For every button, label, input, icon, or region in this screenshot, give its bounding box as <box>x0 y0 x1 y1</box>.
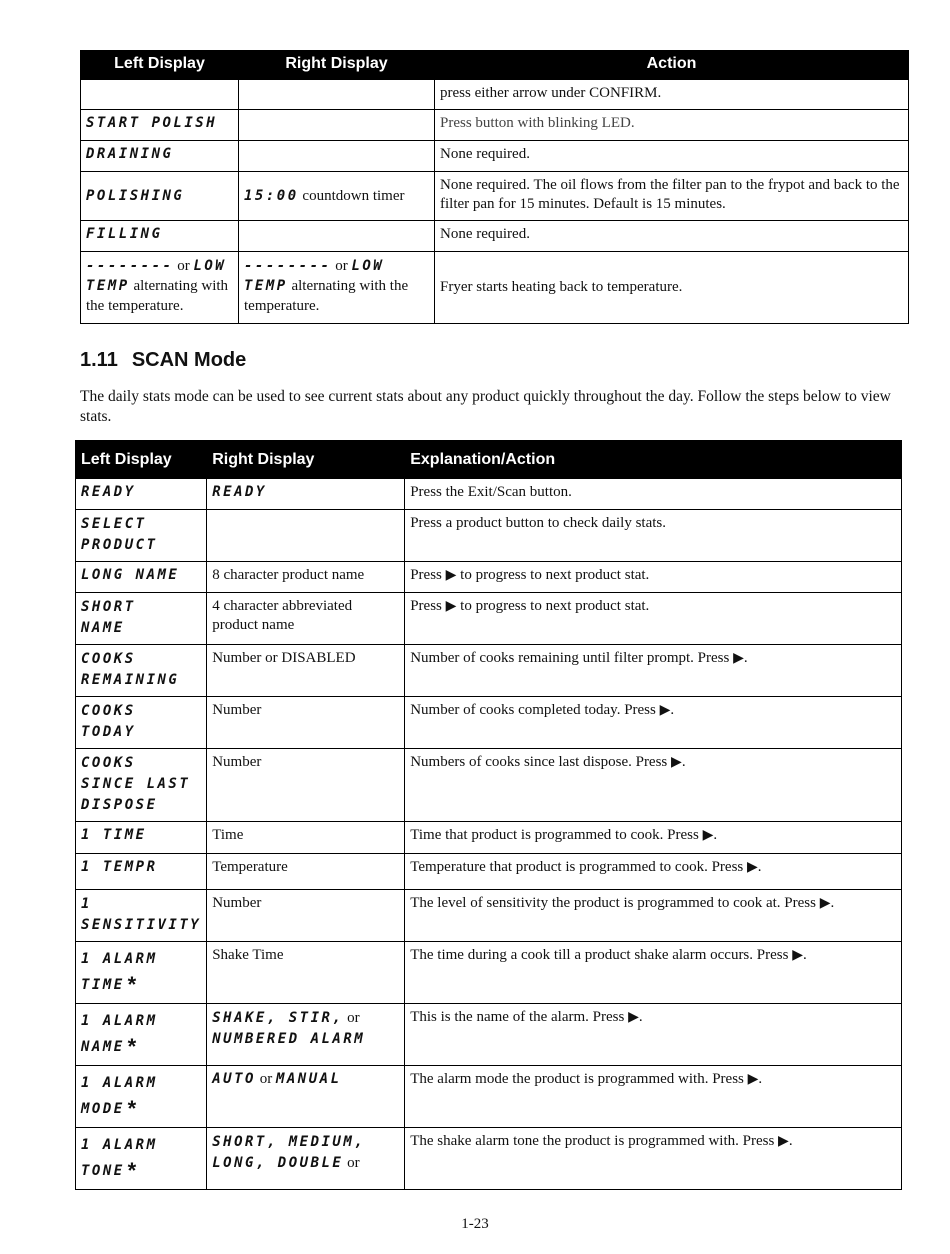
right-arrow-icon: ▶ <box>702 827 714 843</box>
action-text: . <box>713 827 718 843</box>
action-cell: None required. <box>435 141 909 172</box>
right-display-cell <box>239 141 435 172</box>
right-arrow-icon: ▶ <box>733 650 744 666</box>
action-cell: Fryer starts heating back to temperature. <box>435 252 909 324</box>
left-display-cell: DRAINING <box>81 141 239 172</box>
action-cell <box>405 697 902 749</box>
left-display-cell: POLISHING <box>81 172 239 221</box>
action-cell <box>405 749 902 822</box>
action-cell: Press the Exit/Scan button. <box>405 479 902 510</box>
display-line: SENSITIVITY <box>81 917 202 933</box>
column-header: Left Display <box>81 51 239 80</box>
table-row <box>76 822 902 854</box>
or-text: or <box>177 258 190 274</box>
right-display-cell <box>239 221 435 252</box>
left-display-cell <box>76 749 207 822</box>
action-cell: None required. <box>435 221 909 252</box>
left-display-cell <box>76 1066 207 1128</box>
action-cell <box>405 562 902 593</box>
action-text: Number of cooks completed today. Press <box>410 702 656 718</box>
action-text: . <box>757 859 762 875</box>
right-arrow-icon: ▶ <box>792 947 803 963</box>
action-text: The level of sensitivity the product is programmed to cook at. Press <box>410 895 816 911</box>
left-display-cell <box>76 510 207 562</box>
action-text: . <box>670 702 675 718</box>
action-text: . <box>681 754 686 770</box>
right-display-cell <box>239 252 435 324</box>
right-arrow-icon: ▶ <box>445 598 457 614</box>
left-display-cell <box>81 252 239 324</box>
display-line: 1 ALARM <box>81 1075 158 1091</box>
column-header: Action <box>435 51 909 80</box>
asterisk-mark: * <box>126 1096 138 1121</box>
display-line: COOKS <box>81 651 136 667</box>
table-row <box>76 697 902 749</box>
display-line: 1 <box>81 896 92 912</box>
right-display-cell <box>239 172 435 221</box>
display-line: SHORT <box>81 599 136 615</box>
right-display-cell: Number <box>207 749 405 822</box>
display-text: MANUAL <box>275 1071 342 1087</box>
left-display-cell: 1 TIME <box>76 822 207 854</box>
action-cell <box>405 1066 902 1128</box>
filter-steps-table <box>80 50 909 324</box>
action-text: Number of cooks remaining until filter prompt. Press <box>410 650 730 666</box>
display-line: TIME <box>81 977 125 993</box>
alternating-text: alternating with the temperature. <box>244 278 409 314</box>
low-display: LOW <box>351 258 385 274</box>
display-line: NAME <box>81 1039 125 1055</box>
table-row <box>76 854 902 890</box>
table-row <box>81 221 909 252</box>
display-text: SHAKE, STIR, <box>212 1010 344 1026</box>
action-text: Numbers of cooks since last dispose. Press <box>410 754 668 770</box>
table-row <box>81 80 909 110</box>
action-text: Press <box>410 598 442 614</box>
action-cell <box>405 645 902 697</box>
asterisk-mark: * <box>126 1034 138 1059</box>
right-display-cell: Time <box>207 822 405 854</box>
table-row <box>76 562 902 593</box>
right-display-cell <box>207 1066 405 1128</box>
right-arrow-icon: ▶ <box>671 754 682 770</box>
right-arrow-icon: ▶ <box>747 859 758 875</box>
or-text: or <box>347 1010 360 1026</box>
asterisk-mark: * <box>126 972 138 997</box>
dash-display: -------- <box>86 258 174 274</box>
right-display-cell <box>207 510 405 562</box>
countdown-display: 15:00 <box>244 187 299 204</box>
action-text: . <box>638 1009 643 1025</box>
dash-display: -------- <box>244 258 332 274</box>
action-text: Temperature that product is programmed to cook. Press <box>410 859 744 875</box>
table-header-row <box>81 51 909 80</box>
action-cell <box>405 1004 902 1066</box>
section-title: SCAN Mode <box>131 349 247 371</box>
right-display-cell: READY <box>207 479 405 510</box>
column-header: Right Display <box>207 441 405 479</box>
table-row <box>81 141 909 172</box>
table-row <box>76 942 902 1004</box>
display-line: TODAY <box>81 724 136 740</box>
right-display-cell: Temperature <box>207 854 405 890</box>
table-row <box>76 593 902 645</box>
left-display-cell: 1 TEMPR <box>76 854 207 890</box>
action-text: Time that product is programmed to cook. Press <box>410 827 699 843</box>
action-cell <box>405 593 902 645</box>
right-arrow-icon: ▶ <box>659 702 671 718</box>
action-text: The shake alarm tone the product is programmed with. Press <box>410 1133 775 1149</box>
column-header: Explanation/Action <box>405 441 902 479</box>
right-display-cell: 8 character product name <box>207 562 405 593</box>
action-text: The time during a cook till a product shake alarm occurs. Press <box>410 947 789 963</box>
right-display-cell <box>239 110 435 141</box>
display-line: MODE <box>81 1101 125 1117</box>
display-line: TONE <box>81 1163 125 1179</box>
action-text: to progress to next product stat. <box>460 567 650 583</box>
scan-mode-table <box>75 440 902 1190</box>
table-row <box>76 479 902 510</box>
action-text: . <box>830 895 835 911</box>
table-row <box>76 645 902 697</box>
left-display-cell <box>76 1128 207 1190</box>
right-display-cell <box>207 1004 405 1066</box>
left-display-cell: LONG NAME <box>76 562 207 593</box>
table-row <box>76 510 902 562</box>
action-cell <box>405 890 902 942</box>
action-cell: None required. The oil flows from the filter pan to the frypot and back to the filter pan for 15 minutes. Default is 15 minutes. <box>435 172 909 221</box>
action-text: . <box>788 1133 793 1149</box>
display-line: NAME <box>81 620 125 636</box>
action-text: . <box>802 947 807 963</box>
temp-display: TEMP <box>86 278 130 294</box>
display-line: SINCE LAST <box>81 776 191 792</box>
display-text: SHORT, MEDIUM, <box>212 1134 366 1150</box>
right-display-text: countdown timer <box>302 187 405 204</box>
display-text: LONG, DOUBLE <box>212 1155 344 1171</box>
action-cell <box>405 942 902 1004</box>
action-text: This is the name of the alarm. Press <box>410 1009 625 1025</box>
action-cell: Press a product button to check daily stats. <box>405 510 902 562</box>
temp-display: TEMP <box>244 278 288 294</box>
or-text: or <box>335 258 348 274</box>
action-cell <box>405 854 902 890</box>
left-display-cell: FILLING <box>81 221 239 252</box>
left-display-cell <box>76 942 207 1004</box>
display-line: PRODUCT <box>81 537 158 553</box>
table-row <box>81 252 909 324</box>
action-cell <box>405 1128 902 1190</box>
left-display-cell: READY <box>76 479 207 510</box>
right-arrow-icon: ▶ <box>778 1133 789 1149</box>
right-arrow-icon: ▶ <box>819 895 831 911</box>
right-display-cell: Number or DISABLED <box>207 645 405 697</box>
section-number: 1.11 <box>80 349 118 371</box>
right-display-cell: Number <box>207 697 405 749</box>
action-text: to progress to next product stat. <box>460 598 650 614</box>
alternating-text: alternating with the temperature. <box>86 278 229 314</box>
intro-paragraph: The daily stats mode can be used to see current stats about any product quickly throughout the day. Follow the steps below to view stats. <box>80 388 891 425</box>
table-row <box>81 172 909 221</box>
right-arrow-icon: ▶ <box>445 567 457 583</box>
asterisk-mark: * <box>126 1158 138 1183</box>
display-line: DISPOSE <box>81 797 158 813</box>
display-text: NUMBERED ALARM <box>212 1031 366 1047</box>
display-line: 1 ALARM <box>81 1137 158 1153</box>
table-row <box>76 1004 902 1066</box>
page-number: 1-23 <box>461 1216 489 1232</box>
table-row <box>76 1066 902 1128</box>
right-display-cell <box>207 1128 405 1190</box>
column-header: Right Display <box>239 51 435 80</box>
action-text: The alarm mode the product is programmed with. Press <box>410 1071 744 1087</box>
table-row <box>76 1128 902 1190</box>
display-line: SELECT <box>81 516 147 532</box>
display-line: COOKS <box>81 755 136 771</box>
right-arrow-icon: ▶ <box>747 1071 759 1087</box>
section-heading <box>80 349 246 372</box>
left-display-cell <box>76 1004 207 1066</box>
left-display-cell <box>76 697 207 749</box>
action-text: . <box>758 1071 763 1087</box>
left-display-cell <box>76 593 207 645</box>
or-text: or <box>259 1071 273 1087</box>
table-row <box>76 890 902 942</box>
display-line: COOKS <box>81 703 136 719</box>
action-text: Press <box>410 567 442 583</box>
low-display: LOW <box>193 258 227 274</box>
action-text: . <box>743 650 748 666</box>
display-line: 1 ALARM <box>81 1013 158 1029</box>
table-header-row <box>76 441 902 479</box>
left-display-cell <box>76 890 207 942</box>
right-arrow-icon: ▶ <box>628 1009 639 1025</box>
left-display-cell <box>76 645 207 697</box>
table-row <box>76 749 902 822</box>
left-display-cell: START POLISH <box>81 110 239 141</box>
display-text: AUTO <box>212 1071 256 1087</box>
display-line: 1 ALARM <box>81 951 158 967</box>
display-line: REMAINING <box>81 672 180 688</box>
column-header: Left Display <box>76 441 207 479</box>
action-cell: Press button with blinking LED. <box>435 110 909 141</box>
right-display-cell <box>239 80 435 110</box>
right-display-cell: Shake Time <box>207 942 405 1004</box>
action-cell <box>405 822 902 854</box>
right-display-cell: Number <box>207 890 405 942</box>
right-display-cell: 4 character abbreviated product name <box>207 593 405 645</box>
action-cell: press either arrow under CONFIRM. <box>435 80 909 110</box>
or-text: or <box>347 1155 360 1171</box>
left-display-cell <box>81 80 239 110</box>
table-row <box>81 110 909 141</box>
